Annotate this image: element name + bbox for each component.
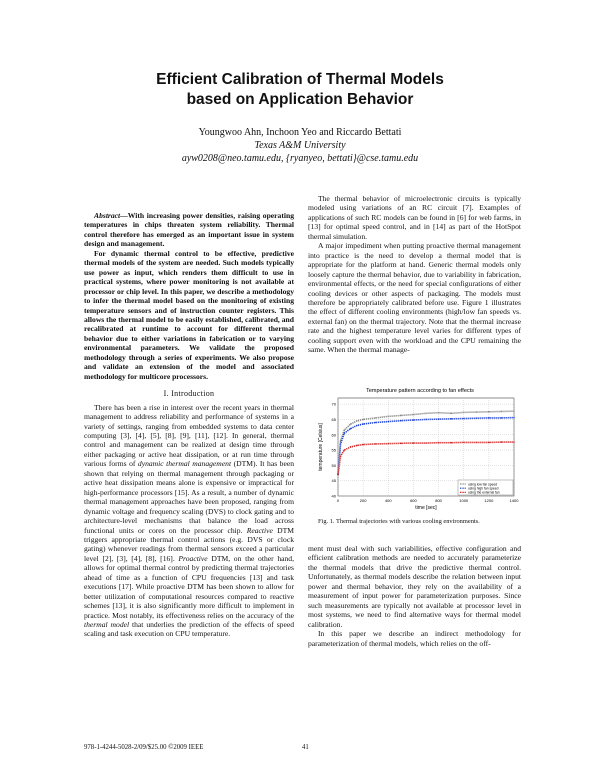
intro-paragraph-1 — [84, 403, 294, 639]
data-point — [425, 419, 426, 420]
y-tick-label: 45 — [331, 478, 336, 484]
y-tick-label: 40 — [331, 493, 336, 499]
intro-text-c: DTM triggers appropriate thermal control actions (e.g. DVS or clock gating) whenever readings from thermal sensors exceed a particular level [2], [3], [4], [8], [16]. — [84, 525, 294, 563]
data-point — [488, 417, 489, 418]
data-point — [501, 417, 502, 418]
intro-em-reactive: Reactive — [246, 525, 273, 535]
affiliation: Texas A&M University — [254, 140, 346, 151]
x-tick-label: 1000 — [459, 498, 469, 503]
data-point — [513, 410, 514, 411]
data-point — [488, 411, 489, 412]
y-tick-label: 50 — [331, 462, 336, 468]
y-tick-label: 60 — [331, 432, 336, 438]
figure-caption: Fig. 1. Thermal trajectories with various cooling environments. — [318, 518, 480, 525]
data-point — [344, 433, 345, 434]
data-point — [350, 423, 351, 424]
abstract-paragraph-2: For dynamic thermal control to be effective, predictive thermal models of the system are needed. Such models typically use power as input, which renders them difficult to use in practical systems, where power monitoring is not available at processor or chip level. In this paper, we describe a methodology to infer the thermal model based on the monitoring of existing temperature sensors and of instruction counter registers. This allows the thermal model to be easily established, calibrated, and recalibrated at runtime to account for different thermal behavior due to either variations in fabrication or to varying environmental parameters. We validate the proposed methodology through a series of experiments. We also propose and validate an extension of the model and associated methodology for multicore processors. — [84, 248, 294, 381]
right-paragraph-1: The thermal behavior of microelectronic circuits is typically modeled using variations of an RC circuit [7]. Examples of applications of such RC models can be found in [6] for web farms, in [13] for optimal speed control, and in [14] as part of the HotSpot thermal simulation. — [308, 194, 521, 241]
right-paragraph-3: ment must deal with such variabilities, effective configuration and efficient calibration methods are needed to accurately parameterize the thermal models that drive the predictive thermal control. Unfortunately, as thermal models describe the relation between input power and thermal behavior, they rely on the availability of a measurement of input power for parameterization purposes. Since such measurements are typically not available at processor level in most systems, we need to find alternative ways for thermal model calibration. — [308, 544, 521, 629]
data-point — [463, 418, 464, 419]
data-point — [413, 442, 414, 443]
intro-text-b: (DTM). It has been shown that relying on thermal management through packaging or active heat dissipation means alone is expensive or impractical for high-performance processors [15]. As a result, a number of dynamic thermal management approaches have been proposed, ranging from dynamic voltage and frequency scaling (DVS) to clock gating and to architecture-level mechanisms that balance the load across functional units or cores on the processor chip. — [84, 459, 294, 535]
x-tick-label: 200 — [359, 498, 367, 503]
data-point — [513, 441, 514, 442]
legend-entry: using the external fan — [468, 490, 500, 495]
data-point — [501, 411, 502, 412]
abstract-label: Abstract — [94, 211, 121, 220]
data-point — [375, 422, 376, 423]
legend-entry: using high fan speed — [468, 486, 499, 491]
data-point — [356, 420, 357, 421]
author-names: Youngwoo Ahn, Inchoon Yeo and Riccardo Bettati — [198, 127, 402, 138]
data-point — [438, 442, 439, 443]
page-number: 41 — [302, 744, 309, 751]
intro-text-d: DTM, on the other hand, allows for optimal thermal control by predicting thermal trajectories ahead of time as a function of CPU frequencies [13] and task executions [17]. While proactive DTM has been shown to allow for better utilization of computational resources compared to reactive schemes [13], it is also significantly more difficult to implement in practice. Most notably, its effectiveness relies on the accuracy of the — [84, 553, 294, 620]
data-point — [400, 443, 401, 444]
data-point — [375, 417, 376, 418]
temperature-chart — [308, 384, 521, 512]
data-point — [340, 455, 341, 456]
data-point — [400, 420, 401, 421]
author-block — [0, 126, 600, 165]
data-point — [463, 442, 464, 443]
intro-text-a: There has been a rise in interest over the recent years in thermal management to address reliability and performance of systems in a variety of settings, ranging from embedded systems to data center computing [3], [4], [5], [8], [9], [11], [12]. In general, thermal control and management can be realized at design time through either packaging or active heat dissipation, or at run time through various forms of — [84, 402, 294, 469]
data-point — [344, 429, 345, 430]
data-point — [476, 442, 477, 443]
x-axis-label: time [sec] — [415, 505, 437, 511]
data-point — [488, 442, 489, 443]
data-point — [356, 445, 357, 446]
data-point — [337, 474, 338, 475]
abstract-text-1: —With increasing power densities, raising operating temperatures in chips threaten system reliability. Thermal control therefore has emerged as an important issue in system design and management. — [84, 211, 294, 249]
x-tick-label: 800 — [435, 498, 442, 503]
left-column — [84, 211, 294, 639]
data-point — [350, 446, 351, 447]
y-tick-label: 55 — [331, 447, 336, 453]
x-tick-label: 0 — [336, 498, 340, 503]
data-point — [501, 441, 502, 442]
data-point — [413, 414, 414, 415]
data-point — [450, 442, 451, 443]
abstract-paragraph-1 — [84, 211, 294, 249]
right-paragraph-2: A major impediment when putting proactive thermal management into practice is the need to develop a thermal model that is appropriate for the platform at hand. Generic thermal models only loosely capture the thermal behavior, due to variability in fabrication, environmental effects, or the need for special configurations of either cooling devices or other aspects of packaging. The models must therefore be appropriately calibrated before use. Figure 1 illustrates the effect of different cooling environments (high/low fan speeds vs. external fan) on the thermal trajectory. Note that the thermal increase rate and the highest temperature level varies for different types of cooling support even with the workload and the CPU remaining the same. When the thermal manage- — [308, 241, 521, 355]
data-point — [400, 415, 401, 416]
data-point — [362, 444, 363, 445]
data-point — [340, 443, 341, 444]
data-point — [438, 412, 439, 413]
x-tick-label: 600 — [410, 498, 417, 503]
x-tick-label: 1400 — [509, 498, 519, 503]
data-point — [413, 419, 414, 420]
data-point — [450, 413, 451, 414]
y-tick-label: 70 — [331, 401, 336, 407]
paper-title — [0, 70, 600, 110]
right-column-top — [308, 194, 521, 355]
figure-1 — [308, 384, 521, 512]
data-point — [356, 425, 357, 426]
right-column-bottom — [308, 544, 521, 648]
data-point — [388, 443, 389, 444]
section-heading-introduction: I. Introduction — [163, 389, 215, 399]
author-emails: ayw0208@neo.tamu.edu, {ryanyeo, bettati}@cse.tamu.edu — [181, 153, 419, 164]
data-point — [362, 419, 363, 420]
chart-legend — [458, 480, 513, 495]
x-tick-label: 400 — [384, 498, 392, 503]
intro-em-thermal-model: thermal model — [84, 620, 130, 630]
title-line-2: based on Application Behavior — [186, 91, 414, 108]
data-point — [350, 428, 351, 429]
data-point — [425, 442, 426, 443]
data-point — [388, 421, 389, 422]
data-point — [463, 412, 464, 413]
data-point — [344, 449, 345, 450]
data-point — [513, 417, 514, 418]
x-tick-label: 1200 — [484, 498, 494, 503]
chart-title: Temperature pattern according to fan effects — [366, 388, 474, 394]
intro-em-proactive: Proactive — [178, 553, 208, 563]
data-point — [450, 418, 451, 419]
data-point — [476, 418, 477, 419]
data-point — [388, 416, 389, 417]
data-point — [476, 411, 477, 412]
intro-em-dtm: dynamic thermal management — [137, 459, 232, 469]
legend-entry: using low fan speed — [468, 482, 498, 487]
y-tick-label: 65 — [331, 416, 336, 422]
title-line-1: Efficient Calibration of Thermal Models — [156, 71, 444, 88]
right-paragraph-4: In this paper we describe an indirect methodology for parameterization of thermal models, which relies on the off- — [308, 629, 521, 648]
intro-text-e: that underlies the prediction of the effects of speed scaling and task execution on CPU temperature. — [84, 620, 294, 639]
data-point — [438, 418, 439, 419]
y-axis-label: temperature [Celsius] — [318, 423, 324, 471]
copyright-footer: 978-1-4244-5028-2/09/$25.00 ©2009 IEEE — [84, 744, 204, 751]
data-point — [425, 413, 426, 414]
data-point — [375, 443, 376, 444]
data-point — [362, 423, 363, 424]
